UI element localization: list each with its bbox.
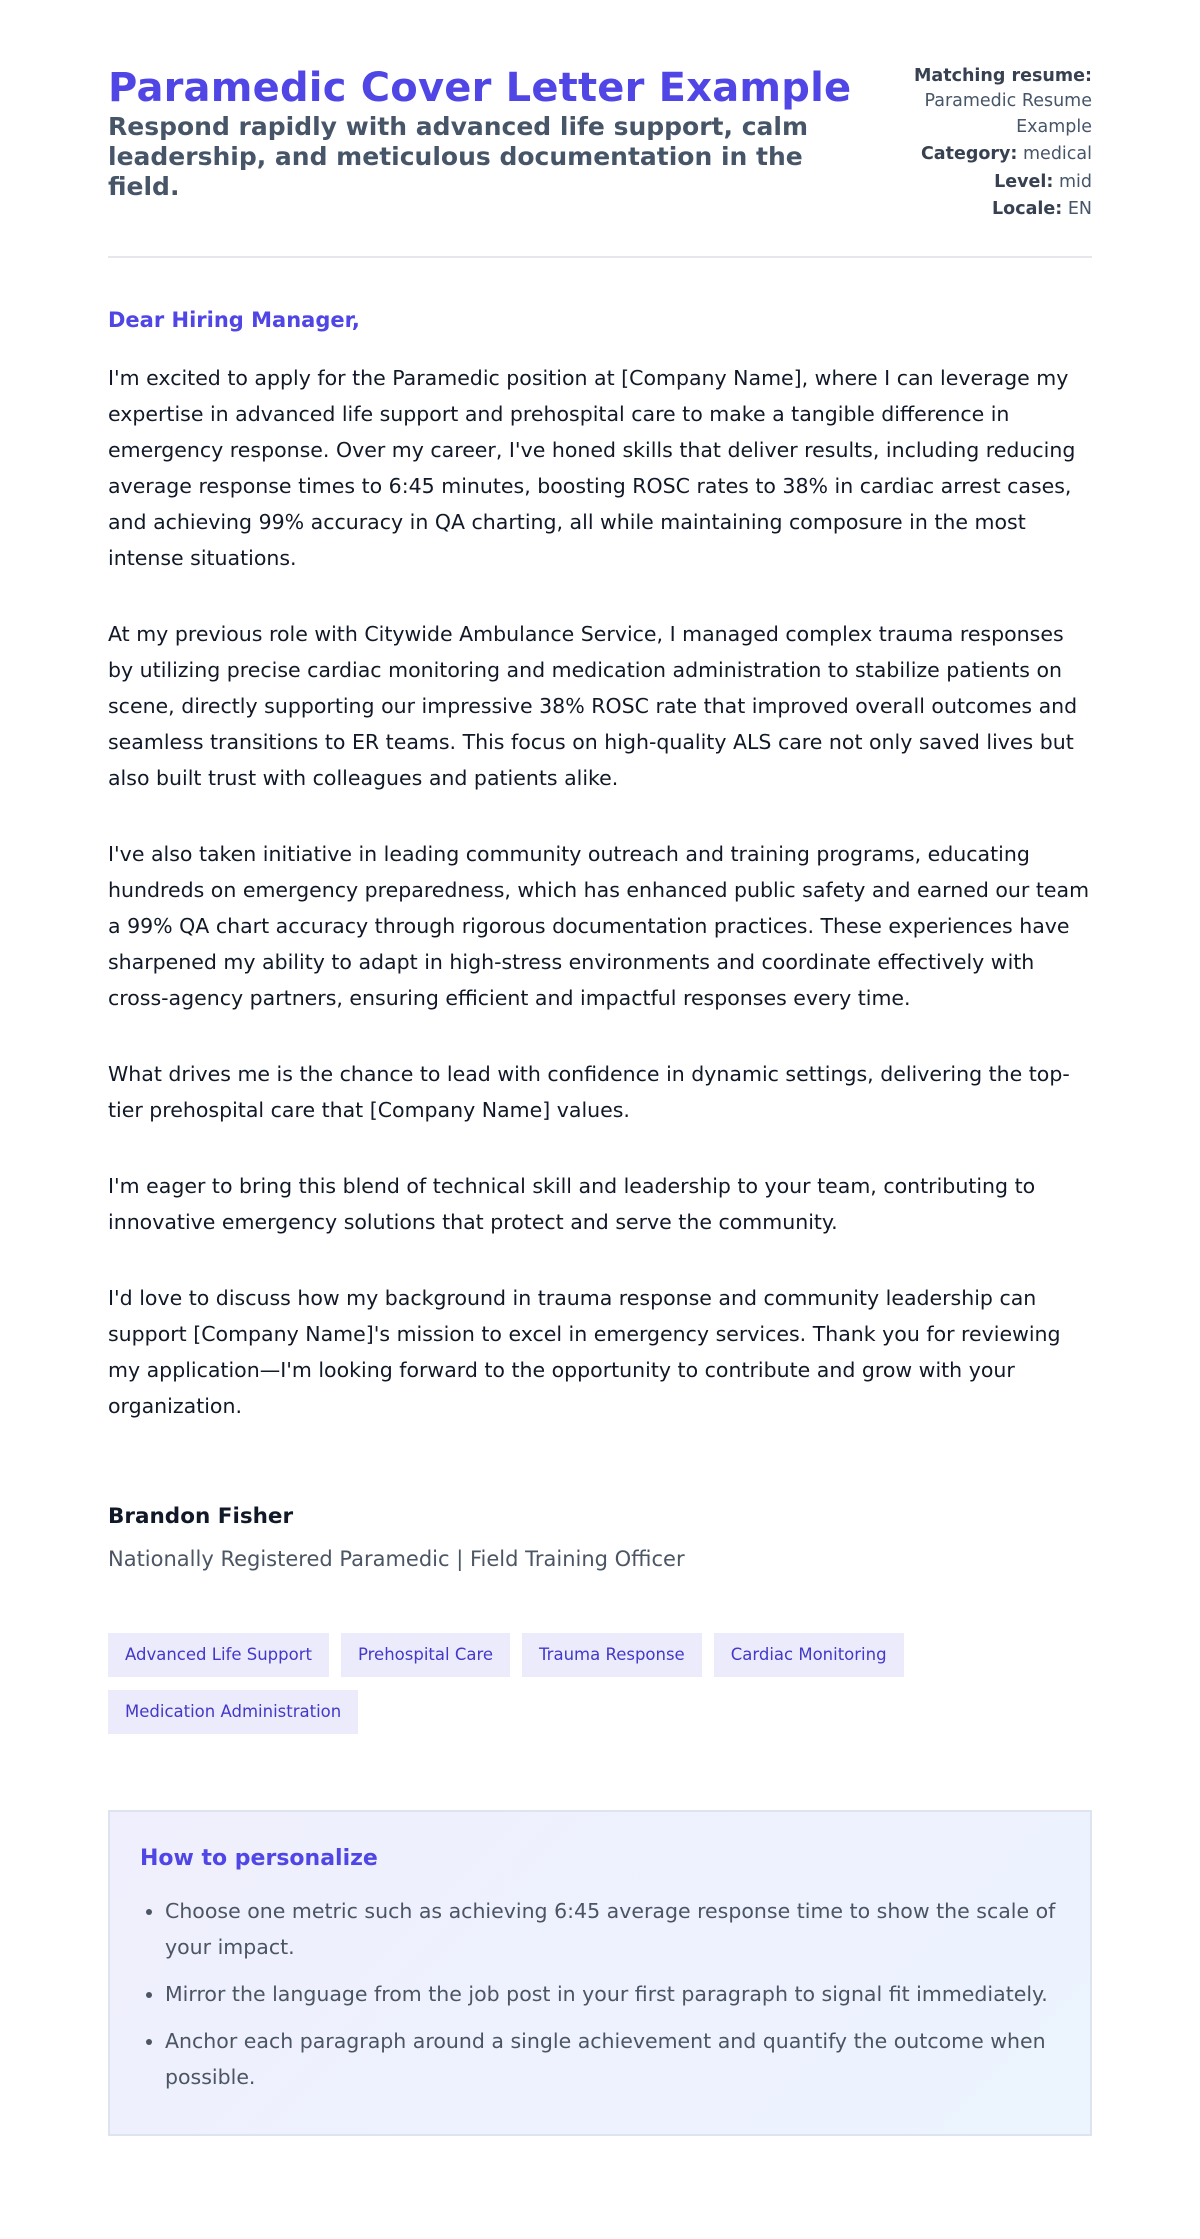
- meta-category: [872, 142, 1092, 167]
- meta-label: Level:: [994, 171, 1054, 192]
- tips-list: [140, 1893, 1060, 2095]
- meta-value: medical: [1023, 144, 1092, 165]
- meta-panel: [872, 64, 1092, 224]
- meta-label: Locale:: [992, 198, 1063, 219]
- meta-matching-resume: [872, 64, 1092, 140]
- meta-label: Matching resume:: [914, 66, 1092, 86]
- skill-tag: Trauma Response: [522, 1633, 702, 1677]
- page-subtitle: Respond rapidly with advanced life support, calm leadership, and meticulous documentation in the field.: [108, 112, 809, 201]
- skill-tags: [108, 1633, 1008, 1734]
- matching-resume-link[interactable]: Paramedic Resume Example: [924, 91, 1092, 137]
- tips-heading: How to personalize: [140, 1846, 378, 1872]
- page-title: Paramedic Cover Letter Example: [108, 65, 852, 111]
- personalize-tips-box: [108, 1810, 1092, 2136]
- tip-item: • Anchor each paragraph around a single achievement and quantify the outcome when possible.: [165, 2023, 1060, 2095]
- title-block: [108, 64, 851, 202]
- greeting: Dear Hiring Manager,: [108, 308, 360, 333]
- meta-locale: [872, 197, 1092, 222]
- skill-tag: Advanced Life Support: [108, 1633, 329, 1677]
- tip-item: • Choose one metric such as achieving 6:45 average response time to show the scale of your impact.: [165, 1893, 1060, 1965]
- header: [108, 64, 1092, 224]
- signature-name: Brandon Fisher: [108, 1504, 294, 1530]
- letter-paragraph: I'm excited to apply for the Paramedic position at [Company Name], where I can leverage my expertise in advanced life support and prehospital care to make a tangible difference in emergency response. Over my career, I've honed skills that deliver results, including reducing average response times to 6:45 minutes, boosting ROSC rates to 38% in cardiac arrest cases, and achieving 99% accuracy in QA charting, all while maintaining composure in the most intense situations.: [108, 366, 1076, 571]
- letter-paragraph: At my previous role with Citywide Ambulance Service, I managed complex trauma responses by utilizing precise cardiac monitoring and medication administration to stabilize patients on scene, directly supporting our impressive 38% ROSC rate that improved overall outcomes and seamless transitions to ER teams. This focus on high-quality ALS care not only saved lives but also built trust with colleagues and patients alike.: [108, 622, 1078, 791]
- skill-tag: Cardiac Monitoring: [714, 1633, 904, 1677]
- letter-paragraph: I'd love to discuss how my background in trauma response and community leadership can support [Company Name]'s mission to excel in emergency services. Thank you for reviewing my application—I'm looking forward to the opportunity to contribute and grow with your organization.: [108, 1286, 1061, 1419]
- letter-paragraph: I'm eager to bring this blend of technical skill and leadership to your team, contributing to innovative emergency solutions that protect and serve the community.: [108, 1174, 1036, 1235]
- letter-paragraph: I've also taken initiative in leading community outreach and training programs, educating hundreds on emergency preparedness, which has enhanced public safety and earned our team a 99% QA chart accuracy through rigorous documentation practices. These experiences have sharpened my ability to adapt in high-stress environments and coordinate effectively with cross-agency partners, ensuring efficient and impactful responses every time.: [108, 842, 1090, 1011]
- skill-tag: Medication Administration: [108, 1690, 358, 1734]
- meta-level: [872, 170, 1092, 195]
- skill-tag: Prehospital Care: [341, 1633, 510, 1677]
- meta-label: Category:: [920, 144, 1018, 165]
- tip-item: • Mirror the language from the job post in your first paragraph to signal fit immediately.: [165, 1976, 1060, 2012]
- meta-value: EN: [1067, 198, 1092, 219]
- meta-value: mid: [1058, 171, 1092, 192]
- signature: [108, 1504, 1092, 1571]
- divider: [108, 256, 1092, 258]
- signature-title: Nationally Registered Paramedic | Field Training Officer: [108, 1547, 685, 1572]
- letter-paragraph: What drives me is the chance to lead with confidence in dynamic settings, delivering the top-tier prehospital care that [Company Name] values.: [108, 1062, 1070, 1123]
